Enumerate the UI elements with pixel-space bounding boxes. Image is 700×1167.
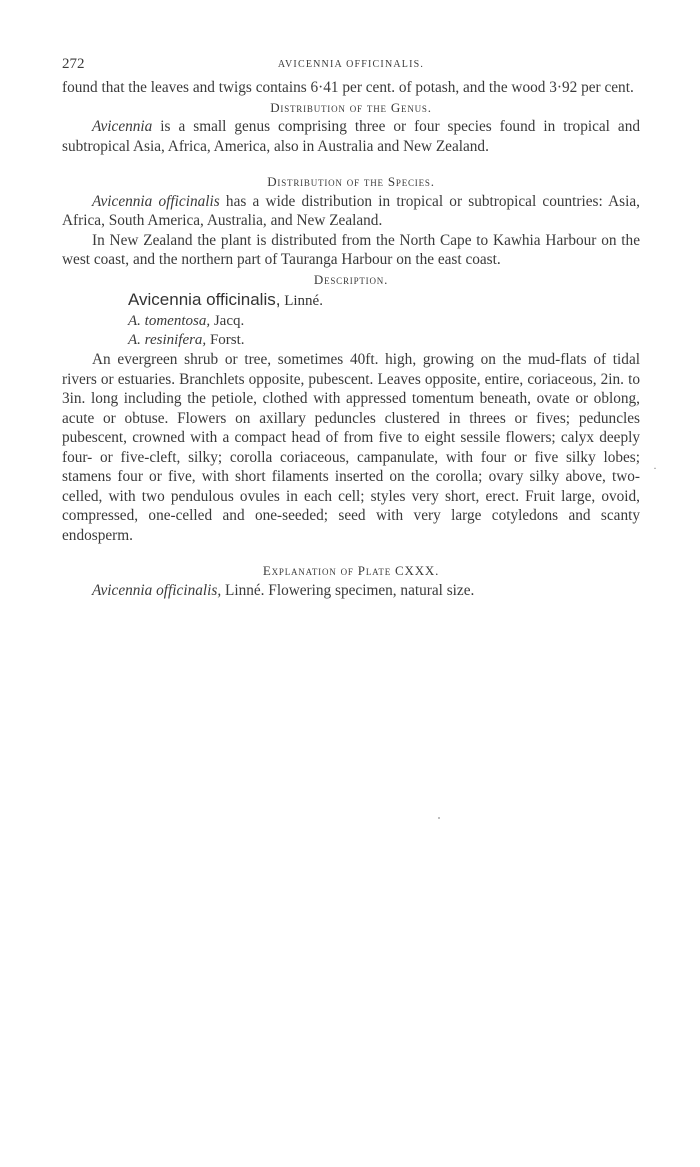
name-block (62, 289, 640, 350)
species-name (128, 289, 640, 312)
page (62, 56, 640, 600)
synonym-author: Jacq. (210, 313, 245, 329)
genus-text: is a small genus comprising three or four species found in tropical and subtropical Asia, Africa, America, also in Australia and New Zealand. (62, 118, 640, 155)
running-head (62, 56, 640, 78)
synonym-author: Forst. (206, 332, 245, 348)
genus-paragraph (62, 117, 640, 156)
page-number: 272 (62, 56, 85, 72)
description-heading: Description. (313, 271, 389, 287)
running-title: AVICENNIA OFFICINALIS. (277, 59, 425, 70)
synonym (128, 331, 640, 350)
synonym-name: A. resinifera, (128, 332, 207, 348)
species-heading: Distribution of the Species. (267, 174, 435, 189)
synonym-name: A. tomentosa, (128, 313, 211, 329)
plate-paragraph (62, 581, 640, 601)
intro-paragraph: found that the leaves and twigs contains 6·41 per cent. of potash, and the wood 3·92 per cent. (62, 79, 634, 96)
stray-dot (438, 817, 440, 819)
genus-italic: Avicennia (92, 118, 153, 135)
nz-distribution-paragraph: In New Zealand the plant is distributed from the North Cape to Kawhia Harbour on the west coast, and the northern part of Tauranga Harbour on the east coast. (62, 231, 640, 268)
margin-mark: · (653, 461, 657, 475)
description-paragraph: An evergreen shrub or tree, sometimes 40ft. high, growing on the mud-flats of tidal rivers or estuaries. Branchlets opposite, pubescent. Leaves opposite, entire, coriaceous, 2in. to 3in. long including the petiole, clothed with appressed tomentum beneath, ovate or oblong, acute or obtuse. Flowers on axillary peduncles clustered in threes or fives; peduncles pubescent, crowned with a compact head of from five to eight sessile flowers; calyx deeply four- or five-cleft, silky; corolla coriaceous, campanulate, with four or five silky lobes; stamens four or five, with short filaments inserted on the corolla; ovary silky above, two-celled, with two pendulous ovules in each cell; styles very short, erect. Fruit large, ovoid, compressed, one-celled and one-seeded; seed with very large cotyledons and scanty endosperm. (62, 351, 640, 544)
plate-heading: Explanation of Plate CXXX. (262, 563, 440, 578)
synonym (128, 312, 640, 331)
species-italic: Avicennia officinalis (92, 192, 220, 210)
species-author: Linné. (280, 293, 323, 309)
genus-heading: Distribution of the Genus. (270, 99, 432, 115)
species-name-text: Avicennia officinalis, (128, 290, 281, 309)
plate-text: Linné. Flowering specimen, natural size. (221, 581, 475, 599)
species-text: has a wide distribution in tropical or subtropical countries: Asia, Africa, South America, Australia, and New Zealand. (62, 192, 640, 229)
plate-italic: Avicennia officinalis, (92, 581, 222, 599)
species-paragraph (62, 192, 640, 231)
